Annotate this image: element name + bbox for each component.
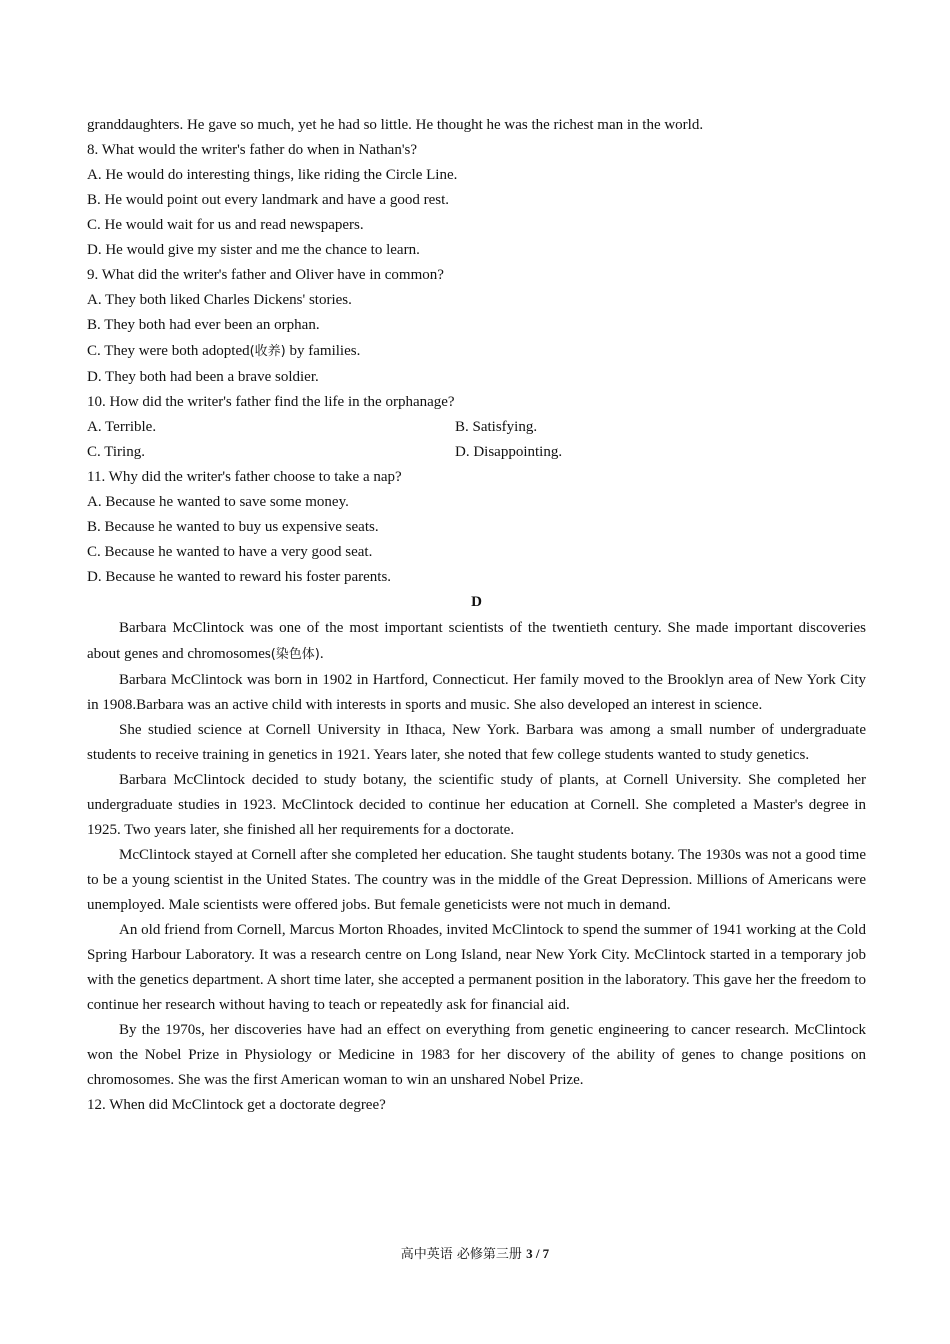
section-d-paragraph-2: Barbara McClintock was born in 1902 in Hartford, Connecticut. Her family moved to the Brooklyn area of New York City in 1908.Barbara was an active child with interests in sports and music. She also developed an interest in science. xyxy=(87,672,866,713)
question-9-option-c-tail: by families. xyxy=(285,343,361,359)
paragraph-1-text: Barbara McClintock was one of the most important scientists of the twentieth century. She made important discoveries about genes and chromosomes xyxy=(87,620,866,662)
paragraph-1-end: . xyxy=(319,646,324,662)
footer-course-label: 高中英语 必修第三册 xyxy=(400,1247,527,1262)
paragraph-1-gloss: (染色体) xyxy=(270,647,320,662)
question-8-option-c: C. He would wait for us and read newspapers. xyxy=(87,217,364,233)
section-d-paragraph-3: She studied science at Cornell University in Ithaca, New York. Barbara was among a small number of undergraduate students to receive training in genetics in 1921. Years later, she noted that few college students wanted to study genetics. xyxy=(87,722,866,763)
question-10-option-c: C. Tiring. xyxy=(87,444,145,460)
question-8-option-a: A. He would do interesting things, like riding the Circle Line. xyxy=(87,167,458,183)
section-d-heading: D xyxy=(471,594,482,610)
section-d-paragraph-5: McClintock stayed at Cornell after she completed her education. She taught students botany. The 1930s was not a good time to be a young scientist in the United States. The country was in the middle of the Great Depression. Millions of Americans were unemployed. Male scientists were offered jobs. But female geneticists were not much in demand. xyxy=(87,847,866,913)
question-10-options-row-1 xyxy=(87,415,866,440)
question-9-option-c xyxy=(87,338,866,365)
question-9-option-a: A. They both liked Charles Dickens' stories. xyxy=(87,292,352,308)
question-11-option-d: D. Because he wanted to reward his foster parents. xyxy=(87,569,392,585)
question-9-option-d: D. They both had been a brave soldier. xyxy=(87,369,319,385)
question-9-option-c-gloss: (收养) xyxy=(249,344,286,359)
question-10-stem: 10. How did the writer's father find the life in the orphanage? xyxy=(87,394,455,410)
intro-line: granddaughters. He gave so much, yet he had so little. He thought he was the richest man in the world. xyxy=(87,117,704,133)
question-11-option-a: A. Because he wanted to save some money. xyxy=(87,494,349,510)
question-12-stem: 12. When did McClintock get a doctorate degree? xyxy=(87,1097,386,1113)
question-8-option-d: D. He would give my sister and me the chance to learn. xyxy=(87,242,420,258)
question-8-stem: 8. What would the writer's father do when in Nathan's? xyxy=(87,142,418,158)
question-10-option-a: A. Terrible. xyxy=(87,419,157,435)
page-footer xyxy=(0,1244,950,1265)
question-10-options-row-2 xyxy=(87,440,866,465)
section-d-paragraph-1 xyxy=(87,615,866,668)
question-10-option-b: B. Satisfying. xyxy=(455,419,538,435)
question-11-option-b: B. Because he wanted to buy us expensive seats. xyxy=(87,519,379,535)
footer-page-number: 3 / 7 xyxy=(526,1246,550,1261)
section-d-paragraph-4: Barbara McClintock decided to study botany, the scientific study of plants, at Cornell University. She completed her undergraduate studies in 1923. McClintock decided to continue her education at Cornell. She completed a Master's degree in 1925. Two years later, she finished all her requirements for a doctorate. xyxy=(87,772,866,838)
question-9-stem: 9. What did the writer's father and Oliver have in common? xyxy=(87,267,444,283)
question-8-option-b: B. He would point out every landmark and have a good rest. xyxy=(87,192,449,208)
question-9-option-c-text: C. They were both adopted xyxy=(87,343,250,359)
page-content xyxy=(87,113,866,1118)
question-11-option-c: C. Because he wanted to have a very good seat. xyxy=(87,544,373,560)
question-9-option-b: B. They both had ever been an orphan. xyxy=(87,317,320,333)
section-d-paragraph-7: By the 1970s, her discoveries have had an effect on everything from genetic engineering to cancer research. McClintock won the Nobel Prize in Physiology or Medicine in 1983 for her discovery of the ability of genes to change positions on chromosomes. She was the first American woman to win an unshared Nobel Prize. xyxy=(87,1022,866,1088)
section-d-paragraph-6: An old friend from Cornell, Marcus Morton Rhoades, invited McClintock to spend the summer of 1941 working at the Cold Spring Harbour Laboratory. It was a research centre on Long Island, near New York City. McClintock started in a temporary job with the genetics department. A short time later, she accepted a permanent position in the laboratory. This gave her the freedom to continue her research without having to teach or repeatedly ask for financial aid. xyxy=(87,922,866,1013)
question-10-option-d: D. Disappointing. xyxy=(455,444,563,460)
question-11-stem: 11. Why did the writer's father choose to take a nap? xyxy=(87,469,402,485)
